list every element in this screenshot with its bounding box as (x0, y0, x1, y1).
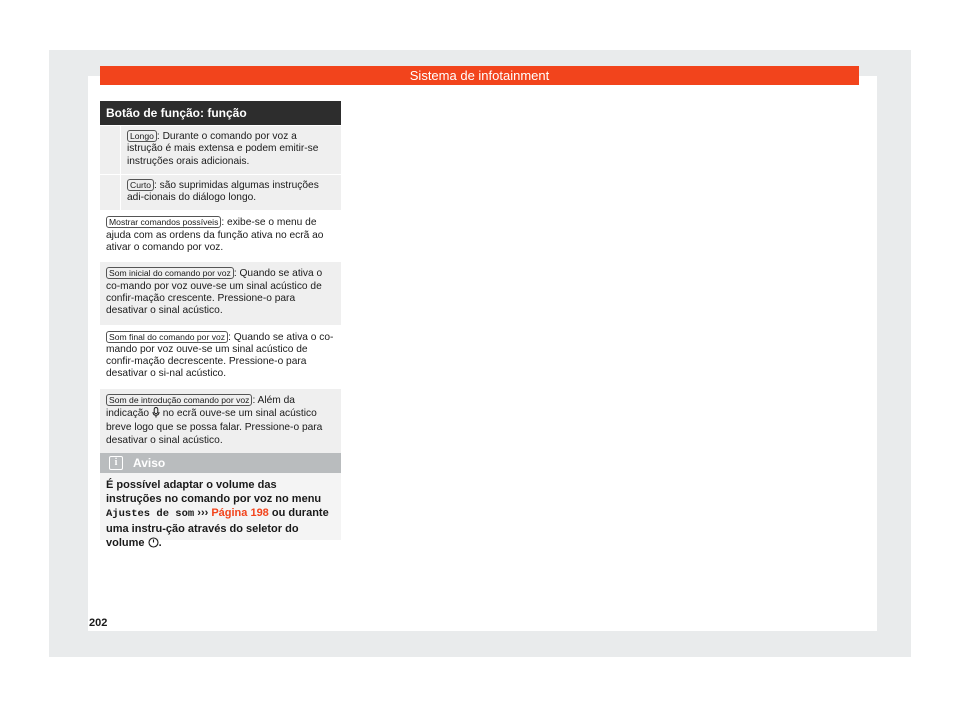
menu-path: Ajustes de som (106, 508, 195, 521)
row-text: no ecrã ouve-se um sinal acústico breve logo que se possa falar. Pressione-o para desativar o sinal acústico. (106, 408, 323, 446)
function-key-som-final: Som final do comando por voz (106, 331, 228, 343)
table-row (100, 261, 341, 324)
table-row (100, 325, 341, 388)
notice-header (100, 453, 341, 473)
row-text: : Quando se ativa o co-mando por voz ouve-se um sinal acústico de confir-mação decrescente. Pressione-o para desativar o si-nal acústico. (106, 331, 334, 380)
notice-text: É possível adaptar o volume das instruções no comando por voz no menu Ajustes de som ››› Página 198 ou durante uma instru-ção através do seletor do volume . (100, 473, 341, 557)
row-text: : Quando se ativa o co-mando por voz ouve-se um sinal acústico de confir-mação crescente. Pressione-o para desativar o sinal acústico. (106, 268, 323, 317)
microphone-icon (152, 407, 160, 422)
page-number: 202 (89, 617, 108, 629)
table-row (100, 174, 341, 211)
table-row (100, 388, 341, 454)
function-key-som-introducao: Som de introdução comando por voz (106, 394, 252, 406)
function-key-mostrar-comandos: Mostrar comandos possíveis (106, 216, 221, 228)
function-key-curto: Curto (127, 179, 154, 191)
table-row (100, 125, 341, 174)
volume-knob-icon (148, 537, 159, 552)
page-reference-link[interactable]: Página 198 (208, 507, 269, 520)
table-heading: Botão de função: função (100, 101, 341, 125)
info-icon: i (109, 456, 123, 470)
row-text: : Além da indicação (106, 394, 295, 420)
table-row (100, 210, 341, 261)
function-key-longo: Longo (127, 130, 157, 142)
section-header (100, 66, 859, 85)
notice-box (100, 453, 341, 549)
notice-title: Aviso (133, 456, 166, 470)
function-key-som-inicial: Som inicial do comando por voz (106, 267, 234, 279)
row-text: : Durante o comando por voz a istrução é mais extensa e podem emitir-se instruções orais adicionais. (127, 131, 319, 167)
row-text: : são suprimidas algumas instruções adi-cionais do diálogo longo. (127, 179, 319, 204)
row-text: : exibe-se o menu de ajuda com as ordens da função ativa no ecrã ao ativar o comando por voz. (106, 217, 324, 254)
function-table (100, 101, 341, 454)
section-title: Sistema de infotainment (409, 68, 550, 83)
